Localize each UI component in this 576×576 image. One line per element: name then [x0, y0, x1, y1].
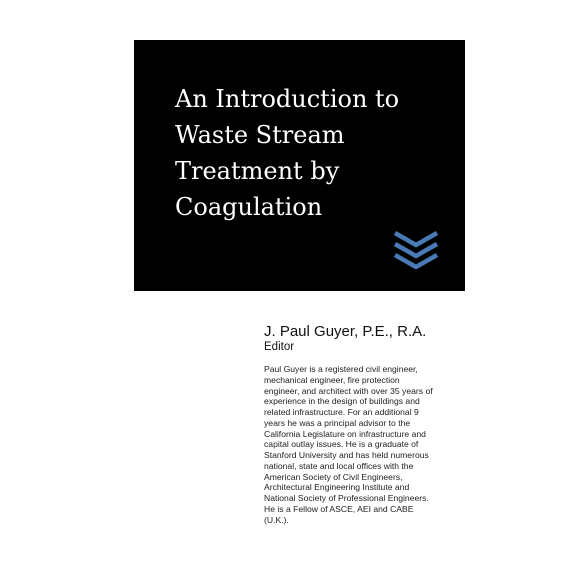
author-bio [264, 364, 454, 525]
bio-line: engineer, and architect with over 35 years of [264, 385, 433, 396]
title-line: Coagulation [175, 193, 323, 221]
bio-line: National Society of Professional Engineers. [264, 493, 429, 503]
bio-line: experience in the design of buildings and [264, 396, 420, 407]
title-line: Treatment by [175, 157, 340, 185]
bio-line: years he was a principal advisor to the [264, 417, 411, 428]
bio-line: California Legislature on infrastructure and [264, 428, 426, 439]
bio-line: mechanical engineer, fire protection [264, 374, 400, 385]
bio-line: (U.K.). [264, 514, 289, 525]
bio-line: capital outlay issues. He is a graduate of [264, 439, 419, 450]
triple-chevron-down-icon [392, 229, 440, 269]
book-cover-block [134, 40, 465, 291]
bio-line: American Society of Civil Engineers, [264, 471, 403, 482]
bio-line: national, state and local offices with the [264, 460, 414, 471]
bio-line: Paul Guyer is a registered civil engineer, [264, 364, 418, 374]
author-role: Editor [264, 341, 295, 353]
bio-line: related infrastructure. For an additional 9 [264, 407, 419, 417]
bio-line: Architectural Engineering Institute and [264, 482, 410, 493]
bio-line: He is a Fellow of ASCE, AEI and CABE [264, 503, 414, 514]
title-line: Waste Stream [175, 121, 345, 149]
bio-line: Stanford University and has held numerous [264, 450, 429, 460]
book-title [175, 81, 455, 225]
title-line: An Introduction to [175, 85, 400, 113]
author-name: J. Paul Guyer, P.E., R.A. [264, 323, 427, 340]
